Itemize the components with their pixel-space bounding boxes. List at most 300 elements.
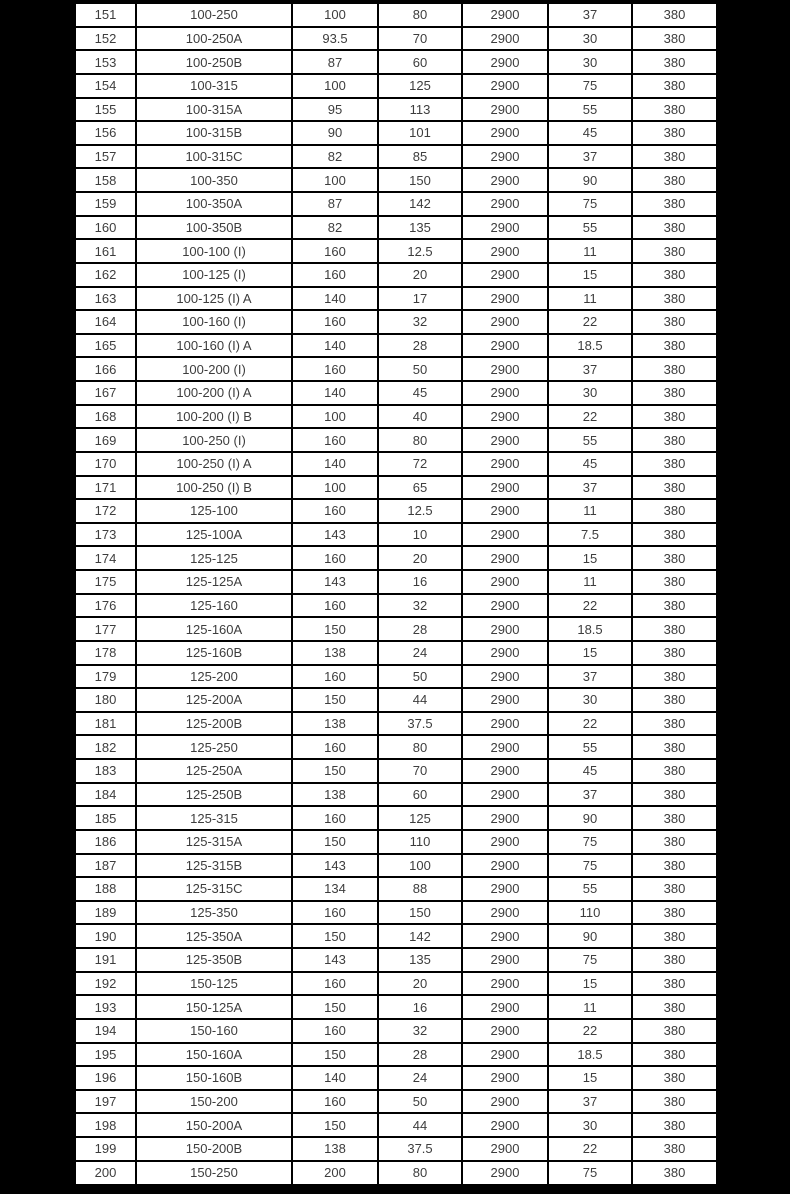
table-cell: 163 [75, 287, 136, 311]
table-cell: 55 [548, 216, 632, 240]
table-cell: 28 [378, 617, 462, 641]
table-cell: 93.5 [292, 27, 378, 51]
table-cell: 12.5 [378, 499, 462, 523]
table-cell: 135 [378, 216, 462, 240]
table-cell: 100-315B [136, 121, 292, 145]
table-cell: 12.5 [378, 239, 462, 263]
table-cell: 20 [378, 263, 462, 287]
table-cell: 2900 [462, 641, 548, 665]
table-cell: 80 [378, 1161, 462, 1185]
table-cell: 380 [632, 27, 717, 51]
table-cell: 60 [378, 783, 462, 807]
table-row [75, 405, 717, 429]
table-row [75, 712, 717, 736]
table-cell: 125-125A [136, 570, 292, 594]
table-row [75, 924, 717, 948]
table-row [75, 192, 717, 216]
table-cell: 100 [292, 476, 378, 500]
table-cell: 80 [378, 3, 462, 27]
table-cell: 50 [378, 1090, 462, 1114]
table-cell: 2900 [462, 1019, 548, 1043]
table-cell: 380 [632, 570, 717, 594]
table-cell: 100 [292, 3, 378, 27]
table-cell: 30 [548, 381, 632, 405]
table-cell: 150 [292, 924, 378, 948]
table-cell: 150 [292, 1113, 378, 1137]
table-cell: 100-315C [136, 145, 292, 169]
table-row [75, 1019, 717, 1043]
table-cell: 140 [292, 381, 378, 405]
table-cell: 100-250A [136, 27, 292, 51]
table-cell: 100-350A [136, 192, 292, 216]
table-cell: 185 [75, 806, 136, 830]
table-cell: 160 [292, 735, 378, 759]
table-cell: 2900 [462, 972, 548, 996]
table-cell: 55 [548, 877, 632, 901]
table-row [75, 1161, 717, 1185]
table-cell: 2900 [462, 239, 548, 263]
table-cell: 380 [632, 1090, 717, 1114]
table-cell: 100 [292, 74, 378, 98]
table-row [75, 263, 717, 287]
table-cell: 191 [75, 948, 136, 972]
table-cell: 32 [378, 594, 462, 618]
table-row [75, 428, 717, 452]
table-cell: 380 [632, 712, 717, 736]
table-cell: 160 [292, 263, 378, 287]
table-cell: 100-200 (I) [136, 357, 292, 381]
table-row [75, 145, 717, 169]
table-cell: 380 [632, 995, 717, 1019]
table-cell: 100-315A [136, 98, 292, 122]
table-cell: 100-200 (I) B [136, 405, 292, 429]
table-row [75, 216, 717, 240]
table-cell: 75 [548, 1161, 632, 1185]
table-cell: 380 [632, 263, 717, 287]
table-cell: 380 [632, 1066, 717, 1090]
table-cell: 110 [378, 830, 462, 854]
table-cell: 150 [292, 1043, 378, 1067]
table-cell: 100 [292, 405, 378, 429]
table-cell: 37 [548, 476, 632, 500]
table-cell: 2900 [462, 924, 548, 948]
table-cell: 2900 [462, 334, 548, 358]
table-cell: 189 [75, 901, 136, 925]
table-cell: 175 [75, 570, 136, 594]
table-cell: 2900 [462, 854, 548, 878]
table-row [75, 641, 717, 665]
table-cell: 45 [378, 381, 462, 405]
table-row [75, 948, 717, 972]
table-cell: 380 [632, 121, 717, 145]
table-cell: 100-125 (I) A [136, 287, 292, 311]
table-row [75, 546, 717, 570]
table-cell: 2900 [462, 901, 548, 925]
table-cell: 87 [292, 192, 378, 216]
table-cell: 171 [75, 476, 136, 500]
table-cell: 28 [378, 334, 462, 358]
table-cell: 16 [378, 570, 462, 594]
table-cell: 153 [75, 50, 136, 74]
table-cell: 80 [378, 735, 462, 759]
table-cell: 32 [378, 1019, 462, 1043]
table-cell: 2900 [462, 499, 548, 523]
table-cell: 11 [548, 499, 632, 523]
table-row [75, 1043, 717, 1067]
table-cell: 134 [292, 877, 378, 901]
table-cell: 380 [632, 216, 717, 240]
table-cell: 151 [75, 3, 136, 27]
table-cell: 2900 [462, 570, 548, 594]
table-cell: 150 [292, 995, 378, 1019]
table-cell: 380 [632, 98, 717, 122]
table-cell: 167 [75, 381, 136, 405]
table-cell: 100-160 (I) A [136, 334, 292, 358]
table-cell: 184 [75, 783, 136, 807]
table-cell: 380 [632, 357, 717, 381]
table-cell: 380 [632, 1043, 717, 1067]
table-cell: 143 [292, 948, 378, 972]
table-cell: 150-160B [136, 1066, 292, 1090]
table-cell: 85 [378, 145, 462, 169]
table-cell: 22 [548, 310, 632, 334]
table-cell: 143 [292, 854, 378, 878]
table-row [75, 688, 717, 712]
table-cell: 186 [75, 830, 136, 854]
table-cell: 2900 [462, 310, 548, 334]
table-cell: 50 [378, 357, 462, 381]
table-cell: 168 [75, 405, 136, 429]
table-cell: 160 [292, 357, 378, 381]
table-cell: 30 [548, 50, 632, 74]
table-cell: 45 [548, 121, 632, 145]
table-cell: 138 [292, 712, 378, 736]
table-cell: 160 [292, 310, 378, 334]
table-cell: 2900 [462, 145, 548, 169]
table-cell: 100-160 (I) [136, 310, 292, 334]
table-cell: 55 [548, 98, 632, 122]
table-cell: 142 [378, 924, 462, 948]
table-cell: 150 [378, 168, 462, 192]
table-cell: 177 [75, 617, 136, 641]
table-cell: 2900 [462, 948, 548, 972]
table-cell: 2900 [462, 1113, 548, 1137]
table-cell: 380 [632, 428, 717, 452]
table-cell: 87 [292, 50, 378, 74]
table-cell: 160 [292, 428, 378, 452]
table-cell: 2900 [462, 1137, 548, 1161]
table-cell: 125-250 [136, 735, 292, 759]
table-cell: 75 [548, 854, 632, 878]
table-cell: 88 [378, 877, 462, 901]
table-cell: 160 [292, 594, 378, 618]
table-cell: 150 [292, 759, 378, 783]
table-cell: 138 [292, 1137, 378, 1161]
table-cell: 2900 [462, 665, 548, 689]
table-cell: 2900 [462, 806, 548, 830]
table-cell: 380 [632, 641, 717, 665]
table-cell: 22 [548, 1019, 632, 1043]
table-cell: 188 [75, 877, 136, 901]
table-cell: 380 [632, 665, 717, 689]
table-row [75, 1090, 717, 1114]
table-cell: 380 [632, 50, 717, 74]
table-cell: 2900 [462, 995, 548, 1019]
table-cell: 2900 [462, 1161, 548, 1185]
table-cell: 100-350 [136, 168, 292, 192]
table-viewport [74, 2, 716, 1186]
table-cell: 2900 [462, 74, 548, 98]
table-cell: 380 [632, 546, 717, 570]
table-cell: 100-100 (I) [136, 239, 292, 263]
table-cell: 380 [632, 1019, 717, 1043]
table-cell: 380 [632, 239, 717, 263]
table-row [75, 1113, 717, 1137]
table-row [75, 735, 717, 759]
table-cell: 380 [632, 759, 717, 783]
table-cell: 2900 [462, 50, 548, 74]
table-cell: 380 [632, 735, 717, 759]
table-cell: 95 [292, 98, 378, 122]
table-cell: 72 [378, 452, 462, 476]
table-cell: 2900 [462, 357, 548, 381]
table-cell: 125-350B [136, 948, 292, 972]
table-cell: 125-315 [136, 806, 292, 830]
table-cell: 100-250 (I) A [136, 452, 292, 476]
table-cell: 2900 [462, 216, 548, 240]
table-row [75, 310, 717, 334]
table-cell: 169 [75, 428, 136, 452]
table-row [75, 168, 717, 192]
table-row [75, 830, 717, 854]
table-cell: 110 [548, 901, 632, 925]
table-cell: 125-160B [136, 641, 292, 665]
table-cell: 155 [75, 98, 136, 122]
table-cell: 150-200 [136, 1090, 292, 1114]
table-cell: 160 [292, 1090, 378, 1114]
table-cell: 100-350B [136, 216, 292, 240]
table-cell: 2900 [462, 830, 548, 854]
table-cell: 20 [378, 546, 462, 570]
table-cell: 2900 [462, 405, 548, 429]
table-cell: 380 [632, 617, 717, 641]
table-cell: 15 [548, 263, 632, 287]
table-cell: 380 [632, 310, 717, 334]
table-cell: 2900 [462, 428, 548, 452]
table-cell: 164 [75, 310, 136, 334]
table-row [75, 74, 717, 98]
table-cell: 37 [548, 3, 632, 27]
table-cell: 380 [632, 877, 717, 901]
table-cell: 65 [378, 476, 462, 500]
table-cell: 125-200A [136, 688, 292, 712]
table-cell: 22 [548, 712, 632, 736]
table-row [75, 499, 717, 523]
table-cell: 173 [75, 523, 136, 547]
table-row [75, 759, 717, 783]
table-cell: 2900 [462, 192, 548, 216]
table-cell: 380 [632, 74, 717, 98]
table-cell: 2900 [462, 476, 548, 500]
table-cell: 18.5 [548, 334, 632, 358]
table-row [75, 972, 717, 996]
table-row [75, 877, 717, 901]
table-row [75, 665, 717, 689]
table-cell: 30 [548, 688, 632, 712]
table-cell: 143 [292, 570, 378, 594]
table-cell: 142 [378, 192, 462, 216]
table-cell: 100 [378, 854, 462, 878]
table-cell: 194 [75, 1019, 136, 1043]
table-cell: 138 [292, 783, 378, 807]
table-cell: 125-100A [136, 523, 292, 547]
table-cell: 160 [292, 901, 378, 925]
table-row [75, 854, 717, 878]
table-cell: 380 [632, 381, 717, 405]
table-cell: 22 [548, 1137, 632, 1161]
table-cell: 380 [632, 523, 717, 547]
table-cell: 380 [632, 1161, 717, 1185]
table-cell: 2900 [462, 98, 548, 122]
table-cell: 2900 [462, 688, 548, 712]
table-cell: 140 [292, 452, 378, 476]
table-cell: 125-315A [136, 830, 292, 854]
table-cell: 150-125A [136, 995, 292, 1019]
table-cell: 195 [75, 1043, 136, 1067]
table-cell: 156 [75, 121, 136, 145]
table-cell: 172 [75, 499, 136, 523]
table-cell: 200 [75, 1161, 136, 1185]
table-cell: 160 [292, 239, 378, 263]
table-cell: 125-160 [136, 594, 292, 618]
table-cell: 380 [632, 854, 717, 878]
table-cell: 11 [548, 287, 632, 311]
table-cell: 380 [632, 688, 717, 712]
table-row [75, 239, 717, 263]
table-cell: 55 [548, 428, 632, 452]
table-row [75, 452, 717, 476]
spec-table-body [75, 3, 717, 1185]
table-cell: 80 [378, 428, 462, 452]
table-cell: 380 [632, 806, 717, 830]
table-row [75, 783, 717, 807]
table-cell: 2900 [462, 27, 548, 51]
table-cell: 2900 [462, 263, 548, 287]
table-cell: 125-160A [136, 617, 292, 641]
table-cell: 174 [75, 546, 136, 570]
table-cell: 380 [632, 405, 717, 429]
table-cell: 170 [75, 452, 136, 476]
table-cell: 60 [378, 50, 462, 74]
table-cell: 160 [292, 1019, 378, 1043]
table-cell: 380 [632, 1137, 717, 1161]
table-cell: 380 [632, 783, 717, 807]
table-cell: 135 [378, 948, 462, 972]
table-cell: 24 [378, 1066, 462, 1090]
table-cell: 125-315B [136, 854, 292, 878]
table-cell: 37 [548, 145, 632, 169]
table-cell: 140 [292, 287, 378, 311]
table-cell: 150-200A [136, 1113, 292, 1137]
table-cell: 159 [75, 192, 136, 216]
table-cell: 18.5 [548, 617, 632, 641]
table-cell: 100-250B [136, 50, 292, 74]
table-cell: 125-250A [136, 759, 292, 783]
table-cell: 157 [75, 145, 136, 169]
table-cell: 198 [75, 1113, 136, 1137]
table-cell: 380 [632, 287, 717, 311]
table-cell: 176 [75, 594, 136, 618]
table-cell: 22 [548, 405, 632, 429]
table-cell: 100-315 [136, 74, 292, 98]
table-cell: 160 [292, 665, 378, 689]
table-cell: 37.5 [378, 712, 462, 736]
table-row [75, 3, 717, 27]
table-cell: 125-100 [136, 499, 292, 523]
table-cell: 18.5 [548, 1043, 632, 1067]
table-cell: 2900 [462, 1090, 548, 1114]
table-cell: 37 [548, 357, 632, 381]
table-row [75, 1137, 717, 1161]
table-cell: 380 [632, 830, 717, 854]
table-cell: 37 [548, 783, 632, 807]
table-cell: 2900 [462, 735, 548, 759]
table-cell: 100-250 (I) [136, 428, 292, 452]
table-cell: 150-250 [136, 1161, 292, 1185]
table-cell: 140 [292, 334, 378, 358]
table-row [75, 806, 717, 830]
table-cell: 10 [378, 523, 462, 547]
table-cell: 380 [632, 452, 717, 476]
table-cell: 37 [548, 665, 632, 689]
table-cell: 75 [548, 192, 632, 216]
table-cell: 32 [378, 310, 462, 334]
table-cell: 125 [378, 74, 462, 98]
table-cell: 158 [75, 168, 136, 192]
table-cell: 380 [632, 901, 717, 925]
table-cell: 11 [548, 995, 632, 1019]
table-cell: 197 [75, 1090, 136, 1114]
table-cell: 45 [548, 452, 632, 476]
table-cell: 82 [292, 145, 378, 169]
table-cell: 160 [292, 546, 378, 570]
table-cell: 380 [632, 594, 717, 618]
table-row [75, 381, 717, 405]
table-cell: 7.5 [548, 523, 632, 547]
table-cell: 2900 [462, 1066, 548, 1090]
table-cell: 11 [548, 570, 632, 594]
table-cell: 162 [75, 263, 136, 287]
table-cell: 2900 [462, 523, 548, 547]
table-cell: 192 [75, 972, 136, 996]
table-cell: 125-350A [136, 924, 292, 948]
table-cell: 40 [378, 405, 462, 429]
table-cell: 75 [548, 74, 632, 98]
table-cell: 100-250 (I) B [136, 476, 292, 500]
table-cell: 30 [548, 27, 632, 51]
table-row [75, 121, 717, 145]
table-cell: 181 [75, 712, 136, 736]
table-cell: 101 [378, 121, 462, 145]
table-cell: 2900 [462, 287, 548, 311]
table-cell: 125-200B [136, 712, 292, 736]
table-row [75, 50, 717, 74]
table-cell: 140 [292, 1066, 378, 1090]
table-cell: 100 [292, 168, 378, 192]
table-cell: 2900 [462, 381, 548, 405]
table-cell: 160 [75, 216, 136, 240]
table-row [75, 98, 717, 122]
